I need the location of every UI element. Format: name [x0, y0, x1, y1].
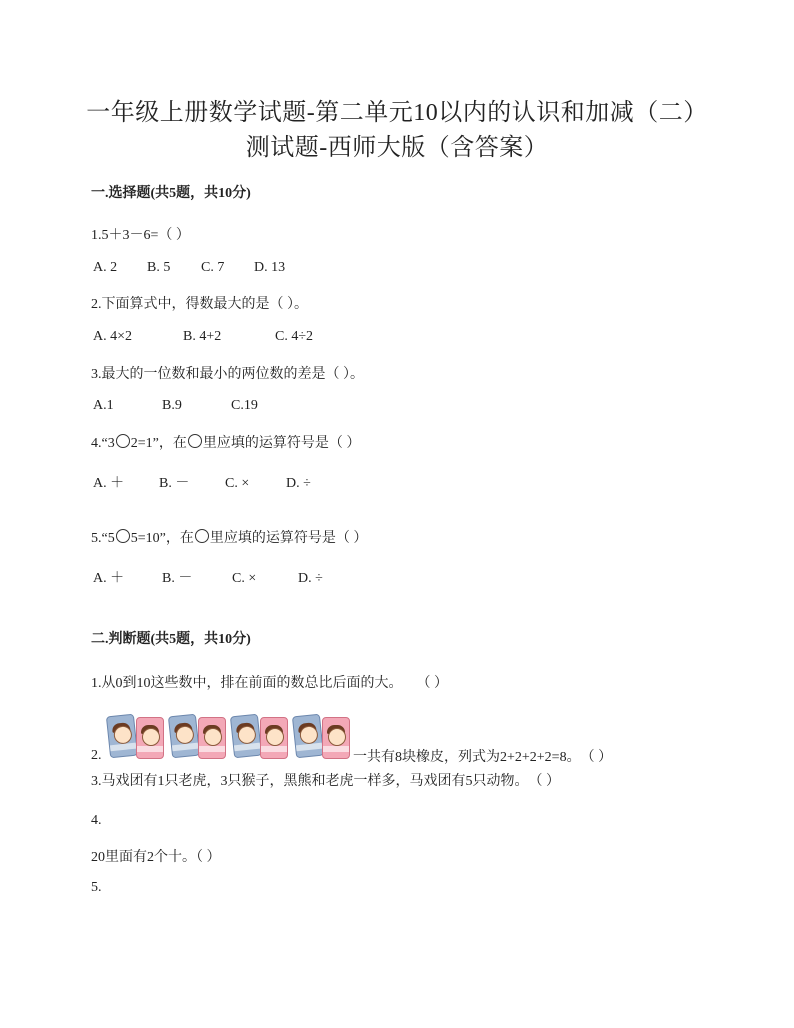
option-a: A. 2 — [93, 260, 118, 275]
question-1: 1.5＋3－6=（ ） — [91, 228, 190, 243]
judge-item-3: 3.马戏团有1只老虎，3只猴子，黑熊和老虎一样多，马戏团有5只动物。 （ ） — [91, 774, 560, 789]
eraser-icon — [136, 717, 164, 759]
question-2: 2.下面算式中，得数最大的是（ ）。 — [91, 297, 308, 312]
judge-item-4-number: 4. — [91, 813, 102, 828]
question-5-options — [93, 567, 323, 587]
judge-item-2-text: 一共有8块橡皮，列式为2+2+2+2=8。 （ ） — [353, 750, 613, 765]
option-a: A. 4×2 — [93, 329, 133, 344]
eraser-icon — [292, 714, 324, 759]
judge-item-5-number: 5. — [91, 880, 102, 895]
question-3-options — [93, 398, 258, 414]
section2-heading: 二.判断题(共5题，共10分) — [91, 632, 251, 647]
option-a: A. ＋ — [93, 571, 125, 586]
option-a: A. ＋ — [93, 476, 125, 491]
option-a: A.1 — [93, 398, 114, 413]
option-b: B. 4+2 — [183, 329, 222, 344]
blank-circle-icon — [188, 434, 202, 448]
eraser-icon — [168, 714, 200, 759]
page-title-line2: 测试题-西师大版（含答案） — [245, 135, 549, 161]
option-d: D. ÷ — [286, 476, 311, 491]
question-1-options — [93, 260, 285, 276]
eraser-icon — [106, 714, 138, 759]
option-c: C. 7 — [201, 260, 225, 275]
option-b: B. － — [159, 476, 190, 491]
eraser-icon — [322, 717, 350, 759]
question-4-options — [93, 472, 311, 492]
blank-circle-icon — [195, 529, 209, 543]
question-3: 3.最大的一位数和最小的两位数的差是（ ）。 — [91, 367, 364, 382]
option-c: C. 4÷2 — [275, 329, 314, 344]
option-d: D. 13 — [254, 260, 286, 275]
option-d: D. ÷ — [298, 571, 323, 586]
blank-circle-icon — [116, 434, 130, 448]
judge-item-1: 1.从0到10这些数中，排在前面的数总比后面的大。 （ ） — [91, 676, 448, 691]
question-5: 5.“5 5=10”，在 里应填的运算符号是（ ） — [91, 531, 368, 546]
option-b: B. 5 — [147, 260, 171, 275]
option-c: C. × — [232, 571, 257, 586]
blank-circle-icon — [116, 529, 130, 543]
section1-heading: 一.选择题(共5题，共10分) — [91, 186, 251, 201]
question-2-options — [93, 329, 313, 345]
judge-item-4-text: 20里面有2个十。（ ） — [91, 850, 221, 865]
eraser-icon — [260, 717, 288, 759]
eraser-icon — [198, 717, 226, 759]
judge-item-2-number: 2. — [91, 748, 102, 763]
option-b: B.9 — [162, 398, 182, 413]
eraser-icon — [230, 714, 262, 759]
page-title-line1: 一年级上册数学试题-第二单元10以内的认识和加减（二） — [86, 100, 708, 126]
question-4: 4.“3 2=1”，在 里应填的运算符号是（ ） — [91, 436, 361, 451]
option-c: C. × — [225, 476, 250, 491]
option-c: C.19 — [231, 398, 258, 413]
option-b: B. － — [162, 571, 193, 586]
